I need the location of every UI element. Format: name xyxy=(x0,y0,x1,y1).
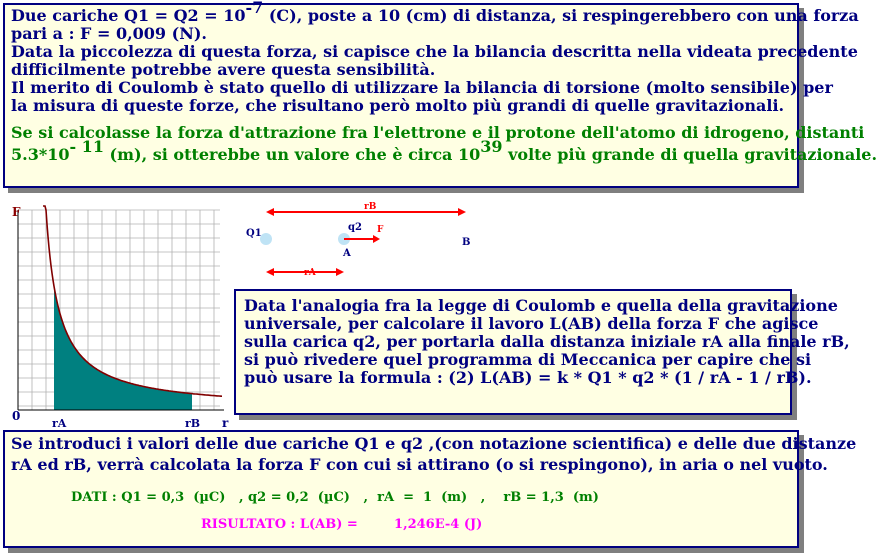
rb-tick-label: rB xyxy=(185,417,201,430)
rb-arrow-right-icon xyxy=(458,208,466,216)
formula-line-3: sulla carica q2, per portarla dalla distanza iniziale rA alla finale rB, xyxy=(244,332,850,351)
rb-label: rB xyxy=(364,202,377,212)
result-value: RISULTATO : L(AB) = 1,246E-4 (J) xyxy=(201,517,483,532)
exponent: -7 xyxy=(245,0,264,17)
intro-line-2: pari a : F = 0,009 (N). xyxy=(11,24,207,43)
force-label: F xyxy=(377,225,384,235)
text-segment: Due cariche Q1 = Q2 = 10 xyxy=(11,6,246,25)
intro-panel xyxy=(3,0,877,188)
text-segment: 5.3*10 xyxy=(11,145,70,164)
formula-line-4: si può rivedere quel programma di Meccanica per capire che si xyxy=(244,350,812,369)
input-panel xyxy=(3,430,857,548)
text-segment: volte più grande di quella gravitazionale. xyxy=(502,145,877,164)
y-axis-label: F xyxy=(12,205,21,219)
x-axis-label: r xyxy=(222,416,229,430)
ra-arrow-left-icon xyxy=(266,268,274,276)
input-line-1: Se introduci i valori delle due cariche Q1 e q2 ,(con notazione scientifica) e delle due distanze xyxy=(11,434,857,453)
intro-line-8 xyxy=(11,136,877,164)
charges-diagram xyxy=(240,196,490,286)
ra-arrow-right-icon xyxy=(336,268,344,276)
exponent: - 11 xyxy=(69,136,104,156)
input-line-2: rA ed rB, verrà calcolata la forza F con cui si attirano (o si respingono), in aria o nel vuoto. xyxy=(11,455,828,474)
intro-line-7: Se si calcolasse la forza d'attrazione fra l'elettrone e il protone dell'atomo di idrogeno, distanti xyxy=(11,123,865,142)
intro-line-6: la misura di queste forze, che risultano però molto più grandi di quelle gravitazionali. xyxy=(11,96,785,115)
exponent: 39 xyxy=(480,136,503,156)
ra-label: rA xyxy=(304,268,316,278)
origin-label: 0 xyxy=(12,409,21,423)
intro-line-1 xyxy=(11,0,859,25)
text-segment: (C), poste a 10 (cm) di distanza, si respingerebbero con una forza xyxy=(263,6,859,25)
force-arrow-icon xyxy=(373,235,380,243)
work-formula-panel xyxy=(234,289,850,415)
charge-q1 xyxy=(260,233,272,245)
force-distance-graph xyxy=(0,198,232,428)
formula-line-2: universale, per calcolare il lavoro L(AB) della forza F che agisce xyxy=(244,314,819,333)
formula-line-5: può usare la formula : (2) L(AB) = k * Q1 * q2 * (1 / rA - 1 / rB). xyxy=(244,368,812,387)
point-b-label: B xyxy=(462,237,471,248)
text-segment: (m), si otterebbe un valore che è circa 10 xyxy=(103,145,481,164)
intro-line-4: difficilmente potrebbe avere questa sensibilità. xyxy=(11,60,436,79)
point-a-label: A xyxy=(343,248,351,259)
rb-arrow-left-icon xyxy=(266,208,274,216)
q2-label: q2 xyxy=(348,222,362,233)
intro-line-5: Il merito di Coulomb è stato quello di utilizzare la bilancia di torsione (molto sensibile) per xyxy=(11,78,833,97)
formula-line-1: Data l'analogia fra la legge di Coulomb e quella della gravitazione xyxy=(244,296,838,315)
data-values: DATI : Q1 = 0,3 (µC) , q2 = 0,2 (µC) , rA = 1 (m) , rB = 1,3 (m) xyxy=(71,490,599,505)
ra-tick-label: rA xyxy=(52,417,67,430)
q1-label: Q1 xyxy=(246,228,262,239)
intro-line-3: Data la piccolezza di questa forza, si capisce che la bilancia descritta nella videata precedente xyxy=(11,42,858,61)
